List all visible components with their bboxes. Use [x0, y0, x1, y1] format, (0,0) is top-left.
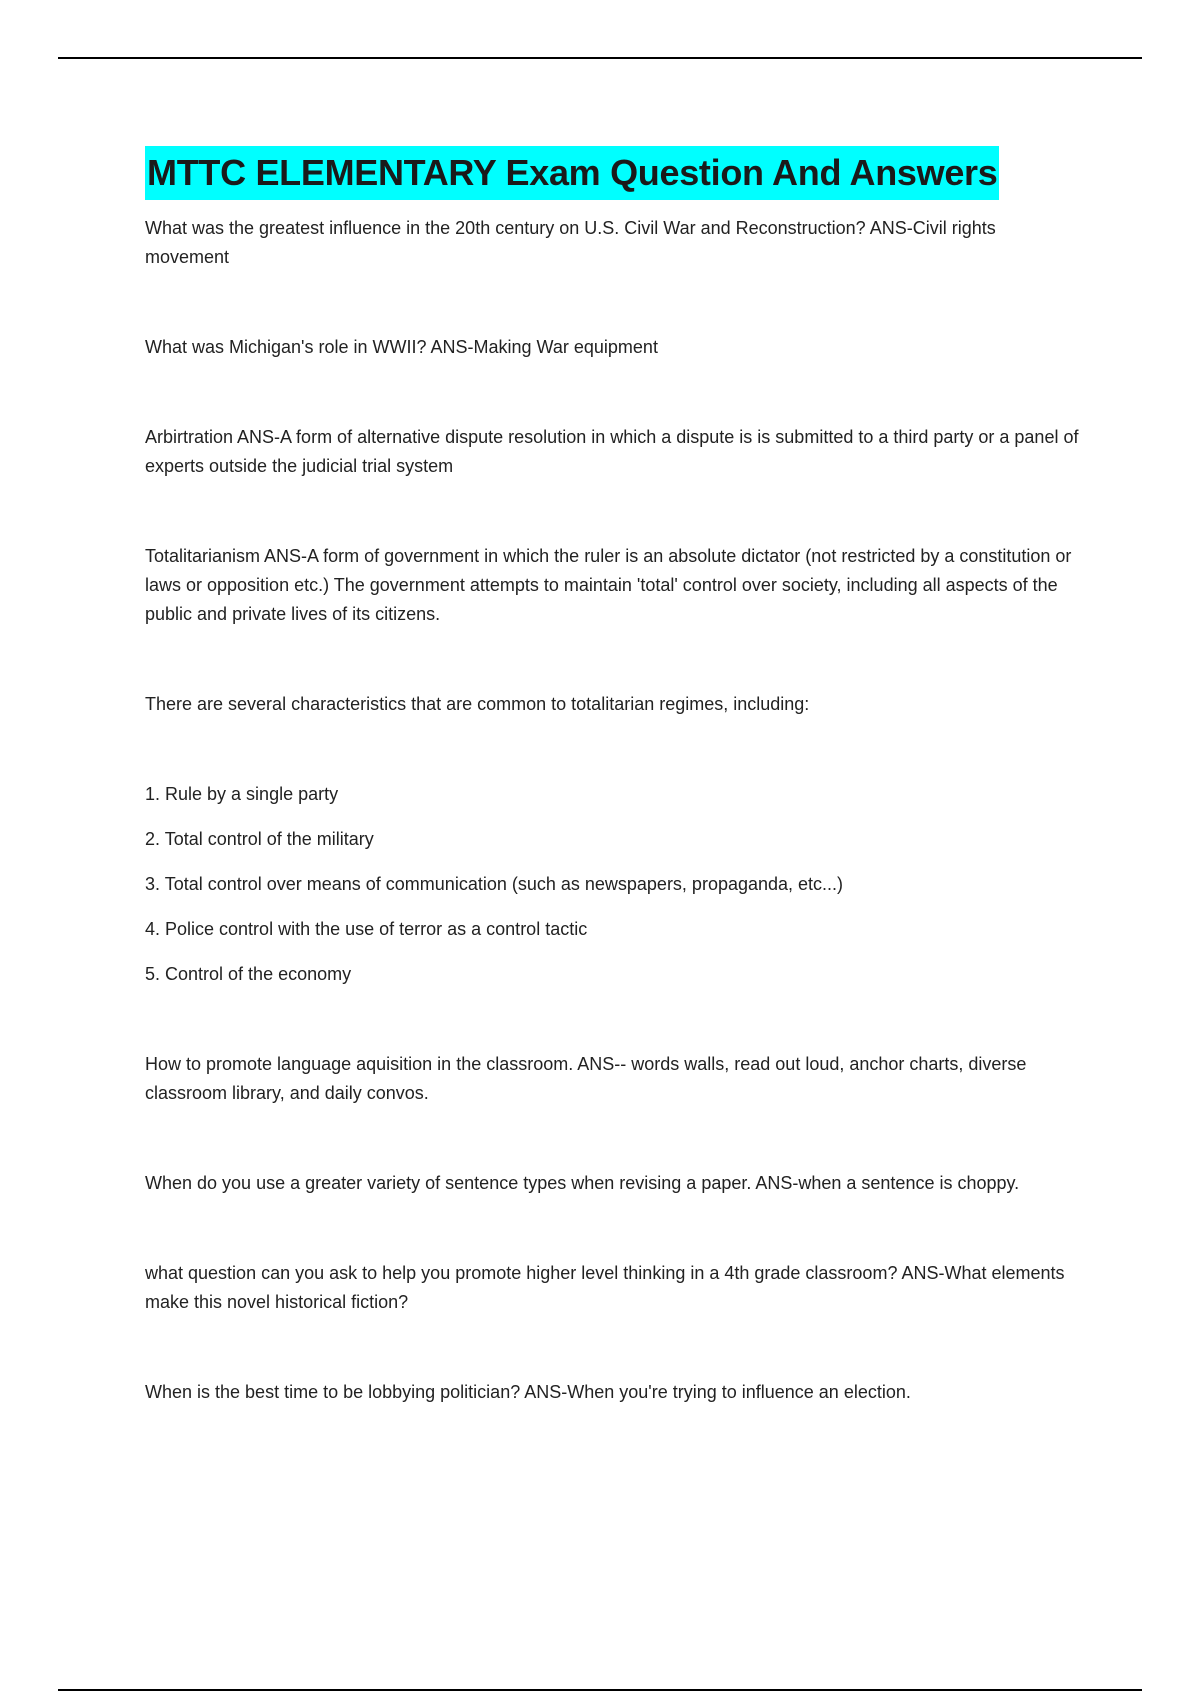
qa-paragraph: Arbirtration ANS-A form of alternative dispute resolution in which a dispute is is submitted to a third party or a panel of experts outside the judicial trial system	[145, 427, 1079, 476]
qa-paragraph: What was the greatest influence in the 20th century on U.S. Civil War and Reconstruction? ANS-Civil rights movement	[145, 218, 996, 267]
list-item: 1. Rule by a single party	[145, 784, 339, 804]
qa-paragraph: What was Michigan's role in WWII? ANS-Making War equipment	[145, 337, 658, 357]
qa-paragraph: How to promote language aquisition in the classroom. ANS-- words walls, read out loud, anchor charts, diverse classroom library, and daily convos.	[145, 1054, 1027, 1103]
top-rule	[58, 57, 1142, 59]
list-item: 3. Total control over means of communication (such as newspapers, propaganda, etc...)	[145, 874, 844, 894]
bottom-rule	[58, 1689, 1142, 1691]
list-item: 4. Police control with the use of terror as a control tactic	[145, 919, 588, 939]
qa-paragraph: When is the best time to be lobbying politician? ANS-When you're trying to influence an election.	[145, 1382, 911, 1402]
document-body	[145, 146, 1080, 1407]
list-item: 5. Control of the economy	[145, 964, 352, 984]
document-title: MTTC ELEMENTARY Exam Question And Answers	[145, 146, 999, 200]
qa-paragraph: There are several characteristics that are common to totalitarian regimes, including:	[145, 694, 810, 714]
qa-paragraph: Totalitarianism ANS-A form of government in which the ruler is an absolute dictator (not restricted by a constitution or laws or opposition etc.) The government attempts to maintain 'total' control over society, including all aspects of the public and private lives of its citizens.	[145, 546, 1072, 624]
list-item: 2. Total control of the military	[145, 829, 374, 849]
qa-paragraph: When do you use a greater variety of sentence types when revising a paper. ANS-when a sentence is choppy.	[145, 1173, 1020, 1193]
qa-paragraph: what question can you ask to help you promote higher level thinking in a 4th grade classroom? ANS-What elements make this novel historical fiction?	[145, 1263, 1065, 1312]
characteristics-list	[145, 780, 1080, 989]
